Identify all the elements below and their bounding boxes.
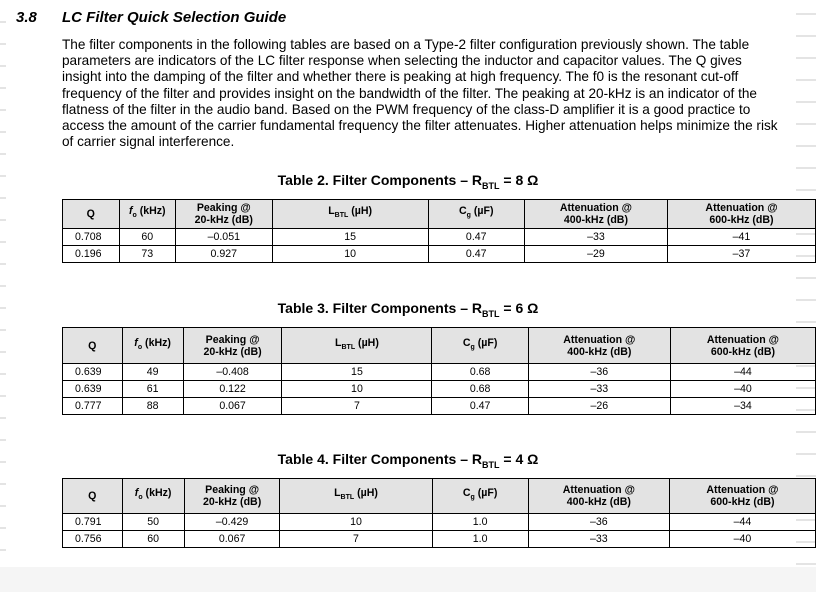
cell-capacitance: 0.68 bbox=[432, 364, 528, 381]
header-attenuation-600k: Attenuation @ 600-kHz (dB) bbox=[670, 328, 815, 364]
next-page-edge bbox=[0, 567, 816, 592]
table-row bbox=[63, 229, 816, 246]
header-q: Q bbox=[63, 328, 123, 364]
cell-inductance: 10 bbox=[280, 514, 432, 531]
cell-f0: 88 bbox=[122, 398, 183, 415]
table-row bbox=[63, 364, 816, 381]
cell-peaking: 0.122 bbox=[183, 381, 282, 398]
header-f0: $f_o$ (kHz) bbox=[122, 479, 184, 514]
cell-att-600k: –40 bbox=[670, 381, 815, 398]
cell-peaking: –0.408 bbox=[183, 364, 282, 381]
header-attenuation-600k: Attenuation @ 600-kHz (dB) bbox=[667, 200, 815, 229]
cell-att-600k: –37 bbox=[667, 246, 815, 263]
cell-f0: 60 bbox=[122, 531, 184, 548]
cell-att-600k: –44 bbox=[669, 514, 815, 531]
header-inductance: $L_{BTL}$ (µH) bbox=[280, 479, 432, 514]
cell-capacitance: 0.47 bbox=[432, 398, 528, 415]
cell-inductance: 7 bbox=[280, 531, 432, 548]
cell-capacitance: 1.0 bbox=[432, 531, 528, 548]
cell-peaking: –0.051 bbox=[175, 229, 272, 246]
cell-att-400k: –29 bbox=[524, 246, 667, 263]
header-capacitance: $C_g$ (µF) bbox=[432, 479, 528, 514]
cell-inductance: 10 bbox=[272, 246, 428, 263]
header-f0: $f_o$ (kHz) bbox=[119, 200, 175, 229]
cell-peaking: –0.429 bbox=[184, 514, 280, 531]
table-4-filter-components bbox=[62, 478, 816, 548]
table-3-caption: Table 3. Filter Components – $R_{BTL} = 6$ Ω bbox=[277, 300, 539, 319]
cell-f0: 50 bbox=[122, 514, 184, 531]
header-peaking: Peaking @ 20-kHz (dB) bbox=[184, 479, 280, 514]
cell-inductance: 7 bbox=[282, 398, 432, 415]
section-number: 3.8 bbox=[16, 9, 37, 26]
cell-inductance: 10 bbox=[282, 381, 432, 398]
cell-att-400k: –36 bbox=[528, 514, 669, 531]
cell-att-400k: –33 bbox=[524, 229, 667, 246]
header-attenuation-400k: Attenuation @ 400-kHz (dB) bbox=[528, 328, 670, 364]
cell-att-600k: –44 bbox=[670, 364, 815, 381]
cell-att-600k: –34 bbox=[670, 398, 815, 415]
cell-att-400k: –36 bbox=[528, 364, 670, 381]
header-capacitance: $C_g$ (µF) bbox=[432, 328, 528, 364]
header-f0: $f_o$ (kHz) bbox=[122, 328, 183, 364]
cell-att-600k: –41 bbox=[667, 229, 815, 246]
header-attenuation-600k: Attenuation @ 600-kHz (dB) bbox=[669, 479, 815, 514]
table-row bbox=[63, 381, 816, 398]
cell-att-400k: –33 bbox=[528, 381, 670, 398]
cell-peaking: 0.927 bbox=[175, 246, 272, 263]
table-row bbox=[63, 246, 816, 263]
cell-q: 0.639 bbox=[63, 364, 123, 381]
table-row bbox=[63, 514, 816, 531]
cell-q: 0.708 bbox=[63, 229, 120, 246]
header-capacitance: $C_g$ (µF) bbox=[428, 200, 524, 229]
intro-paragraph: The filter components in the following tables are based on a Type-2 filter configuration previously shown. The table parameters are indicators of the LC filter response when selecting the inductor and capacitor values. The Q gives insight into the damping of the filter and whether there is peaking at high frequency. The f0 is the resonant cut-off frequency of the filter and provides insight on the bandwidth of the filter. The peaking at 20-kHz is an indicator of the flatness of the filter in the audio band. Based on the PWM frequency of the class-D amplifier it is a good practice to access the amount of the carrier fundamental frequency the filter attenuates. Higher attenuation helps minimize the risk of carrier signal interference. bbox=[62, 37, 778, 150]
cell-q: 0.639 bbox=[63, 381, 123, 398]
table-row bbox=[63, 398, 816, 415]
cell-q: 0.756 bbox=[63, 531, 123, 548]
section-title: LC Filter Quick Selection Guide bbox=[62, 9, 287, 26]
cell-inductance: 15 bbox=[272, 229, 428, 246]
header-q: Q bbox=[63, 200, 120, 229]
cell-f0: 60 bbox=[119, 229, 175, 246]
header-attenuation-400k: Attenuation @ 400-kHz (dB) bbox=[524, 200, 667, 229]
cell-capacitance: 1.0 bbox=[432, 514, 528, 531]
table-row bbox=[63, 531, 816, 548]
cell-q: 0.777 bbox=[63, 398, 123, 415]
header-peaking: Peaking @ 20-kHz (dB) bbox=[183, 328, 282, 364]
cell-att-400k: –33 bbox=[528, 531, 669, 548]
cell-att-600k: –40 bbox=[669, 531, 815, 548]
table-3-filter-components bbox=[62, 327, 816, 415]
cell-q: 0.196 bbox=[63, 246, 120, 263]
cell-capacitance: 0.47 bbox=[428, 229, 524, 246]
table-2-caption: Table 2. Filter Components – $R_{BTL} = 8$ Ω bbox=[277, 172, 539, 191]
cell-att-400k: –26 bbox=[528, 398, 670, 415]
cell-peaking: 0.067 bbox=[184, 531, 280, 548]
cell-q: 0.791 bbox=[63, 514, 123, 531]
table-2-filter-components bbox=[62, 199, 816, 263]
header-peaking: Peaking @ 20-kHz (dB) bbox=[175, 200, 272, 229]
cell-capacitance: 0.68 bbox=[432, 381, 528, 398]
header-q: Q bbox=[63, 479, 123, 514]
cell-inductance: 15 bbox=[282, 364, 432, 381]
table-4-caption: Table 4. Filter Components – $R_{BTL} = 4$ Ω bbox=[277, 451, 539, 470]
cell-capacitance: 0.47 bbox=[428, 246, 524, 263]
cell-peaking: 0.067 bbox=[183, 398, 282, 415]
cell-f0: 61 bbox=[122, 381, 183, 398]
cell-f0: 73 bbox=[119, 246, 175, 263]
header-inductance: $L_{BTL}$ (µH) bbox=[272, 200, 428, 229]
header-inductance: $L_{BTL}$ (µH) bbox=[282, 328, 432, 364]
cell-f0: 49 bbox=[122, 364, 183, 381]
header-attenuation-400k: Attenuation @ 400-kHz (dB) bbox=[528, 479, 669, 514]
